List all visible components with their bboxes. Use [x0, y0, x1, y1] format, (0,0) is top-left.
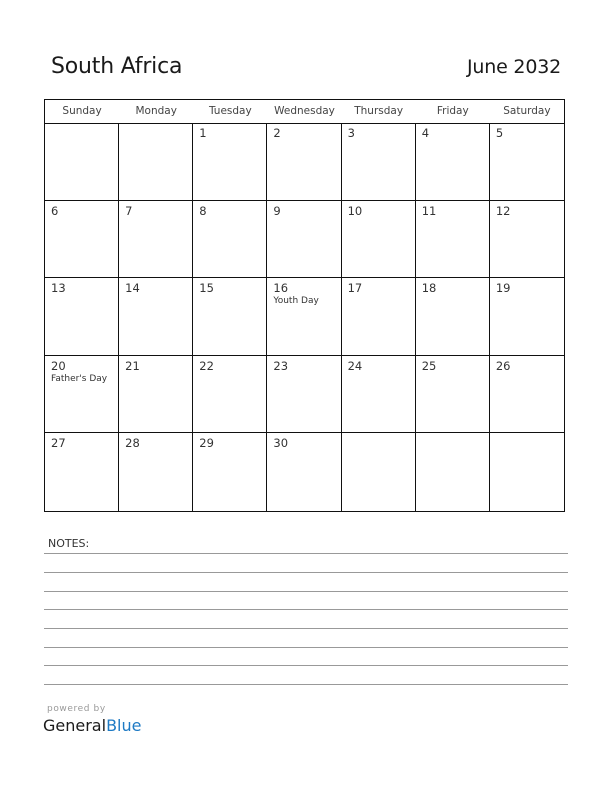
day-cell	[193, 123, 267, 201]
day-number: 13	[51, 281, 66, 296]
day-cell	[119, 278, 193, 356]
powered-by-text: powered by	[47, 704, 106, 714]
day-cell	[490, 433, 564, 511]
day-cell	[342, 433, 416, 511]
notes-label: NOTES:	[48, 537, 90, 550]
day-cell	[45, 123, 119, 201]
day-number: 19	[495, 281, 511, 296]
day-cell	[267, 356, 341, 434]
day-cell	[342, 356, 416, 434]
generalblue-logo	[43, 716, 141, 735]
day-number: 17	[347, 281, 363, 296]
day-cell	[490, 356, 564, 434]
weekday-sunday: Sunday	[62, 105, 102, 117]
day-cell	[342, 278, 416, 356]
day-cell	[416, 201, 490, 279]
notes-line	[44, 553, 568, 554]
weekday-thursday: Thursday	[354, 105, 404, 117]
day-number: 28	[125, 436, 140, 451]
notes-line	[44, 628, 568, 629]
weekday-wednesday: Wednesday	[274, 105, 335, 117]
day-cell	[490, 201, 564, 279]
calendar-grid	[45, 123, 564, 511]
day-cell	[119, 201, 193, 279]
weekday-saturday: Saturday	[503, 105, 551, 117]
day-number: 30	[273, 436, 289, 451]
day-cell	[416, 356, 490, 434]
day-number: 12	[495, 203, 511, 218]
day-cell	[193, 356, 267, 434]
day-cell	[45, 356, 119, 434]
day-number: 14	[125, 281, 140, 296]
holiday-label: Youth Day	[273, 296, 319, 307]
day-cell	[119, 433, 193, 511]
day-number: 15	[199, 281, 214, 296]
day-number: 21	[125, 358, 140, 373]
day-number: 3	[347, 126, 355, 140]
day-cell	[490, 123, 564, 201]
day-cell	[193, 278, 267, 356]
brand-blue: Blue	[106, 716, 142, 735]
weekday-header-row	[45, 100, 564, 124]
day-cell	[45, 278, 119, 356]
day-cell	[267, 123, 341, 201]
day-number: 4	[421, 126, 430, 140]
day-number: 27	[51, 436, 66, 451]
weekday-monday: Monday	[135, 105, 177, 117]
day-cell	[267, 201, 341, 279]
day-number: 23	[273, 358, 289, 373]
day-number: 18	[421, 281, 437, 296]
day-cell	[45, 201, 119, 279]
notes-line	[44, 647, 568, 648]
day-number: 11	[421, 203, 437, 218]
notes-line	[44, 591, 568, 592]
day-number: 7	[125, 203, 133, 218]
calendar-title: South Africa	[51, 54, 183, 79]
holiday-label: Father's Day	[51, 373, 108, 384]
calendar-table	[44, 99, 565, 512]
brand-general: General	[43, 716, 107, 735]
day-number: 20	[51, 358, 66, 373]
day-number: 25	[421, 358, 437, 373]
notes-line	[44, 572, 568, 573]
day-number: 16	[273, 281, 289, 296]
day-cell	[416, 433, 490, 511]
weekday-tuesday: Tuesday	[208, 105, 252, 117]
day-number: 2	[273, 126, 281, 140]
notes-line	[44, 684, 568, 685]
day-cell	[45, 433, 119, 511]
day-number: 6	[51, 203, 59, 218]
day-cell	[119, 356, 193, 434]
day-number: 26	[495, 358, 511, 373]
day-cell	[193, 201, 267, 279]
notes-line	[44, 609, 568, 610]
day-number: 8	[199, 203, 207, 218]
day-number: 5	[495, 126, 504, 140]
day-number: 24	[347, 358, 363, 373]
calendar-month: June 2032	[467, 56, 561, 78]
day-number: 10	[347, 203, 363, 218]
day-cell	[267, 433, 341, 511]
day-number: 22	[199, 358, 214, 373]
day-cell	[119, 123, 193, 201]
day-cell	[267, 278, 341, 356]
day-cell	[342, 201, 416, 279]
day-cell	[342, 123, 416, 201]
day-cell	[490, 278, 564, 356]
day-number: 1	[199, 126, 207, 140]
day-cell	[193, 433, 267, 511]
day-cell	[416, 278, 490, 356]
day-number: 9	[273, 203, 281, 218]
notes-line	[44, 665, 568, 666]
day-cell	[416, 123, 490, 201]
weekday-friday: Friday	[436, 105, 469, 117]
day-number: 29	[199, 436, 214, 451]
